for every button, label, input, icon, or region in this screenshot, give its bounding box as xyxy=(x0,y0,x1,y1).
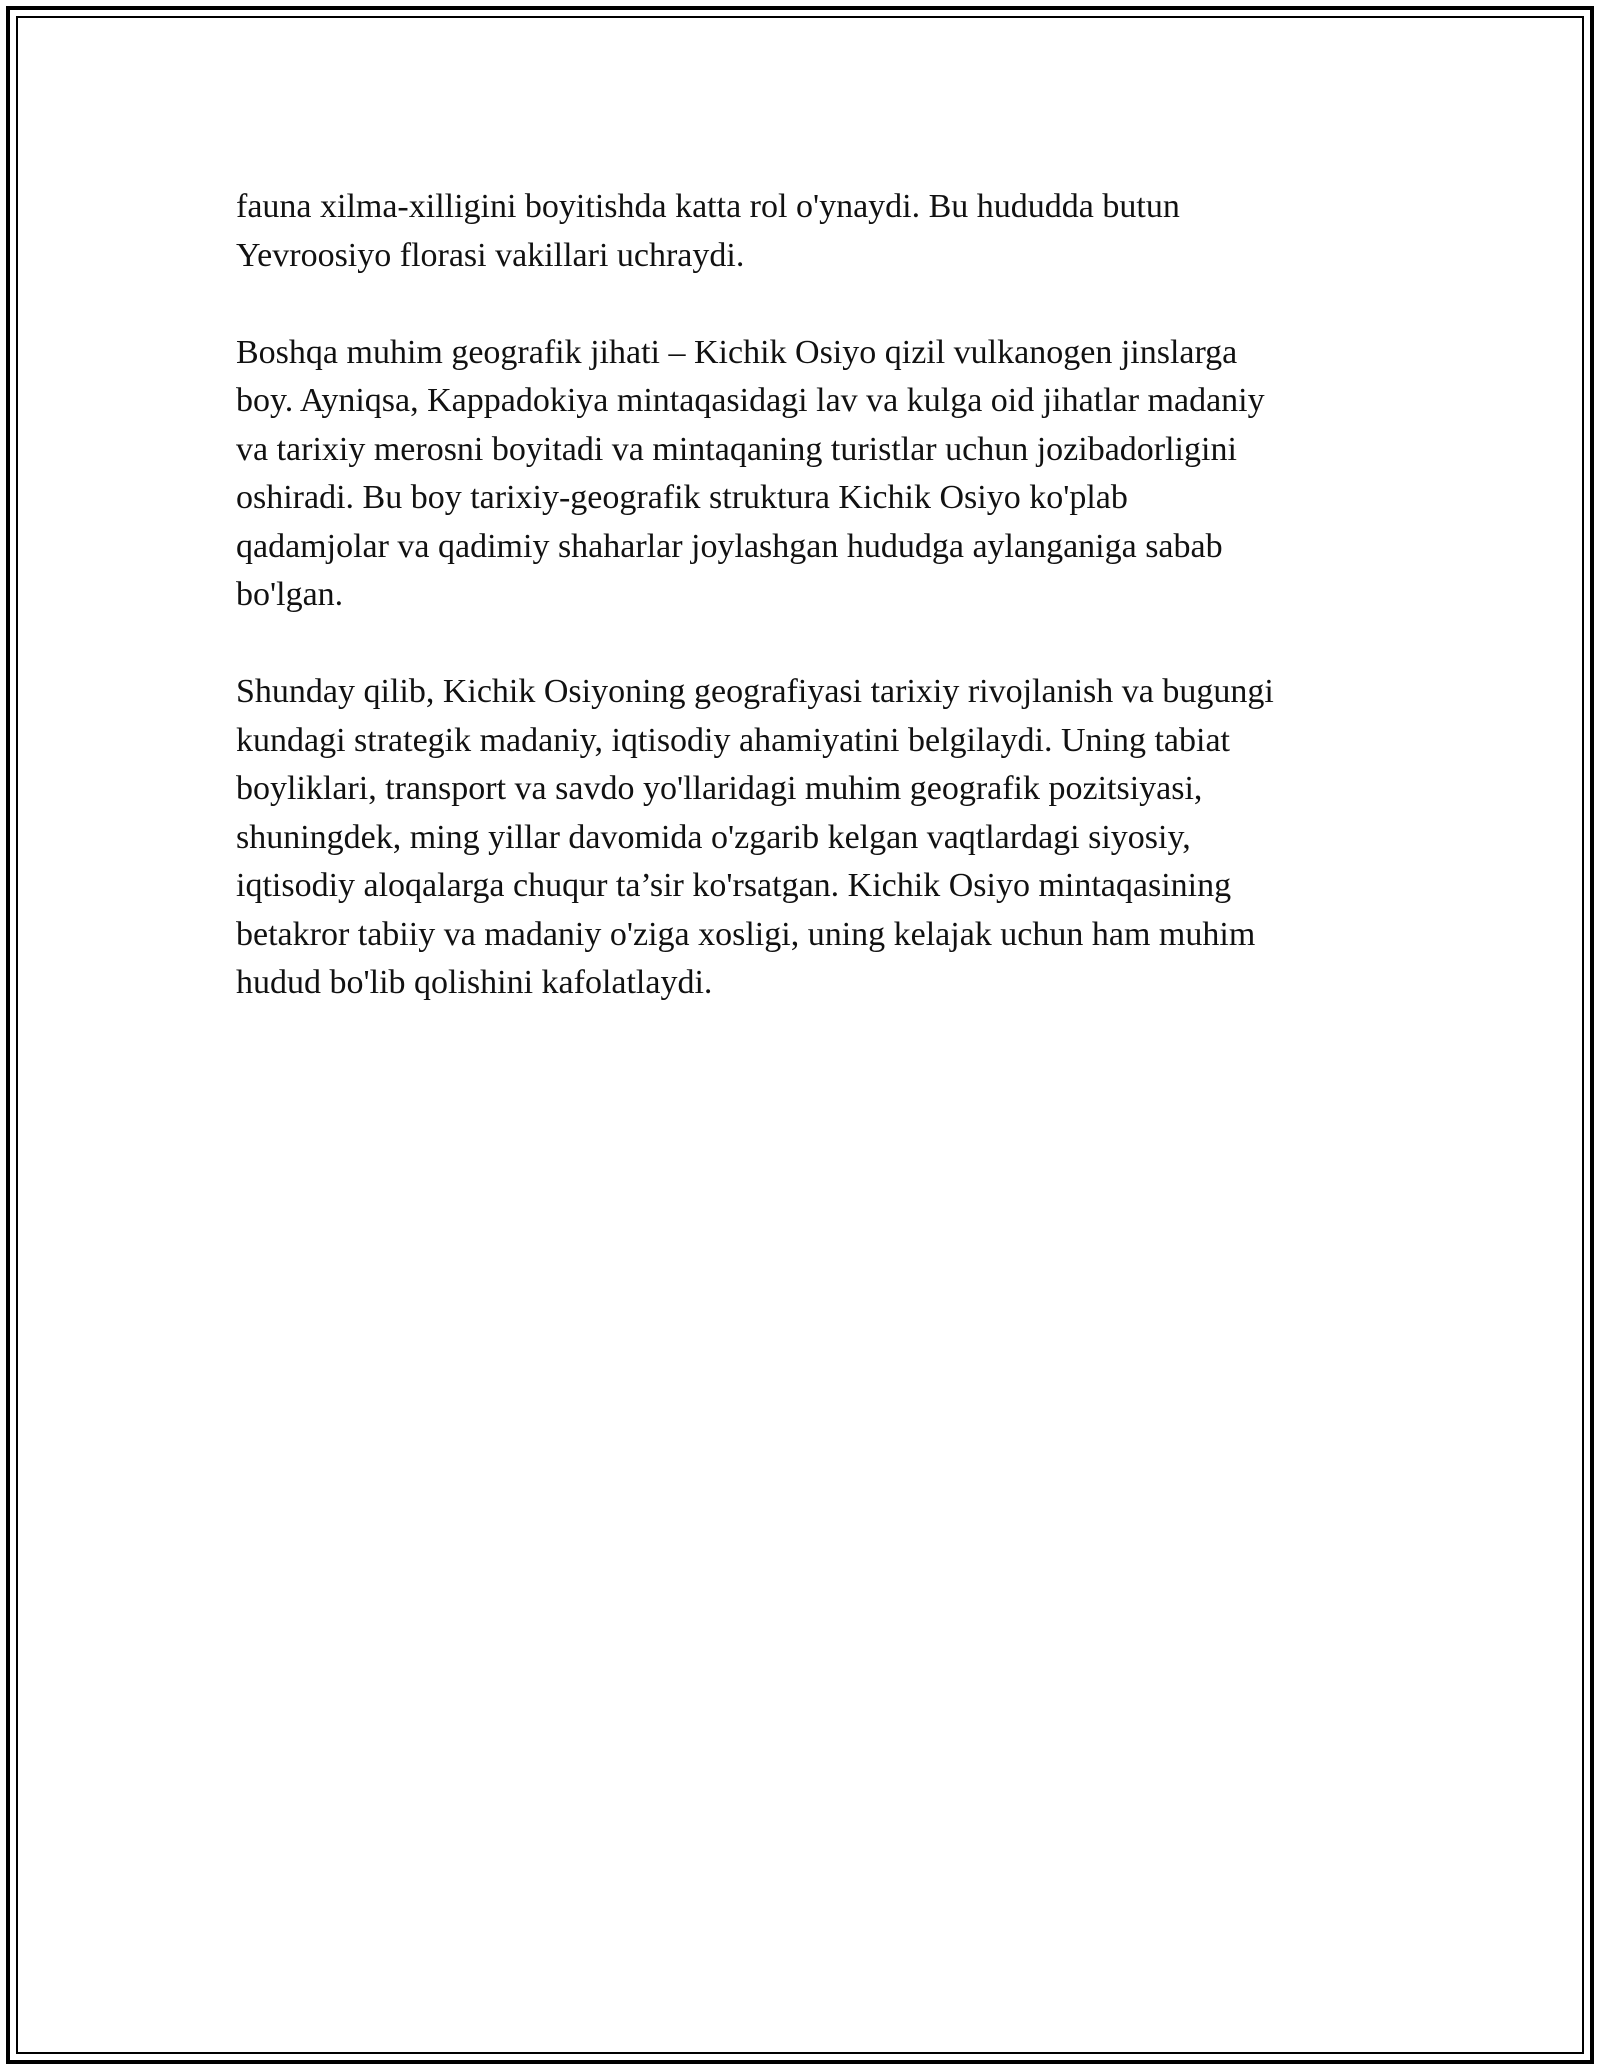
document-body xyxy=(236,183,1376,1056)
text-line: oshiradi. Bu boy tarixiy-geografik struktura Kichik Osiyo ko'plab xyxy=(236,479,1128,516)
paragraph-3 xyxy=(236,668,1376,1008)
text-line: Shunday qilib, Kichik Osiyoning geografiyasi tarixiy rivojlanish va bugungi xyxy=(236,673,1274,710)
paragraph-2 xyxy=(236,329,1376,620)
text-line: hudud bo'lib qolishini kafolatlaydi. xyxy=(236,964,713,1001)
text-line: Yevroosiyo florasi vakillari uchraydi. xyxy=(236,236,745,274)
text-line: va tarixiy merosni boyitadi va mintaqaning turistlar uchun jozibadorligini xyxy=(236,430,1237,468)
text-line: qadamjolar va qadimiy shaharlar joylashgan hududga aylanganiga sabab xyxy=(236,527,1223,565)
text-line: iqtisodiy aloqalarga chuqur ta’sir ko'rsatgan. Kichik Osiyo mintaqasining xyxy=(236,867,1232,904)
text-line: fauna xilma-xilligini boyitishda katta rol o'ynaydi. Bu hududda butun xyxy=(236,188,1180,225)
text-line: Boshqa muhim geografik jihati – Kichik Osiyo qizil vulkanogen jinslarga xyxy=(236,333,1238,371)
paragraph-1 xyxy=(236,183,1376,280)
text-line: shuningdek, ming yillar davomida o'zgarib kelgan vaqtlardagi siyosiy, xyxy=(236,818,1191,856)
text-line: boyliklari, transport va savdo yo'llaridagi muhim geografik pozitsiyasi, xyxy=(236,770,1203,807)
text-line: boy. Ayniqsa, Kappadokiya mintaqasidagi lav va kulga oid jihatlar madaniy xyxy=(236,382,1265,419)
text-line: kundagi strategik madaniy, iqtisodiy ahamiyatini belgilaydi. Uning tabiat xyxy=(236,721,1230,759)
text-line: bo'lgan. xyxy=(236,576,344,613)
text-line: betakror tabiiy va madaniy o'ziga xosligi, uning kelajak uchun ham muhim xyxy=(236,915,1256,953)
